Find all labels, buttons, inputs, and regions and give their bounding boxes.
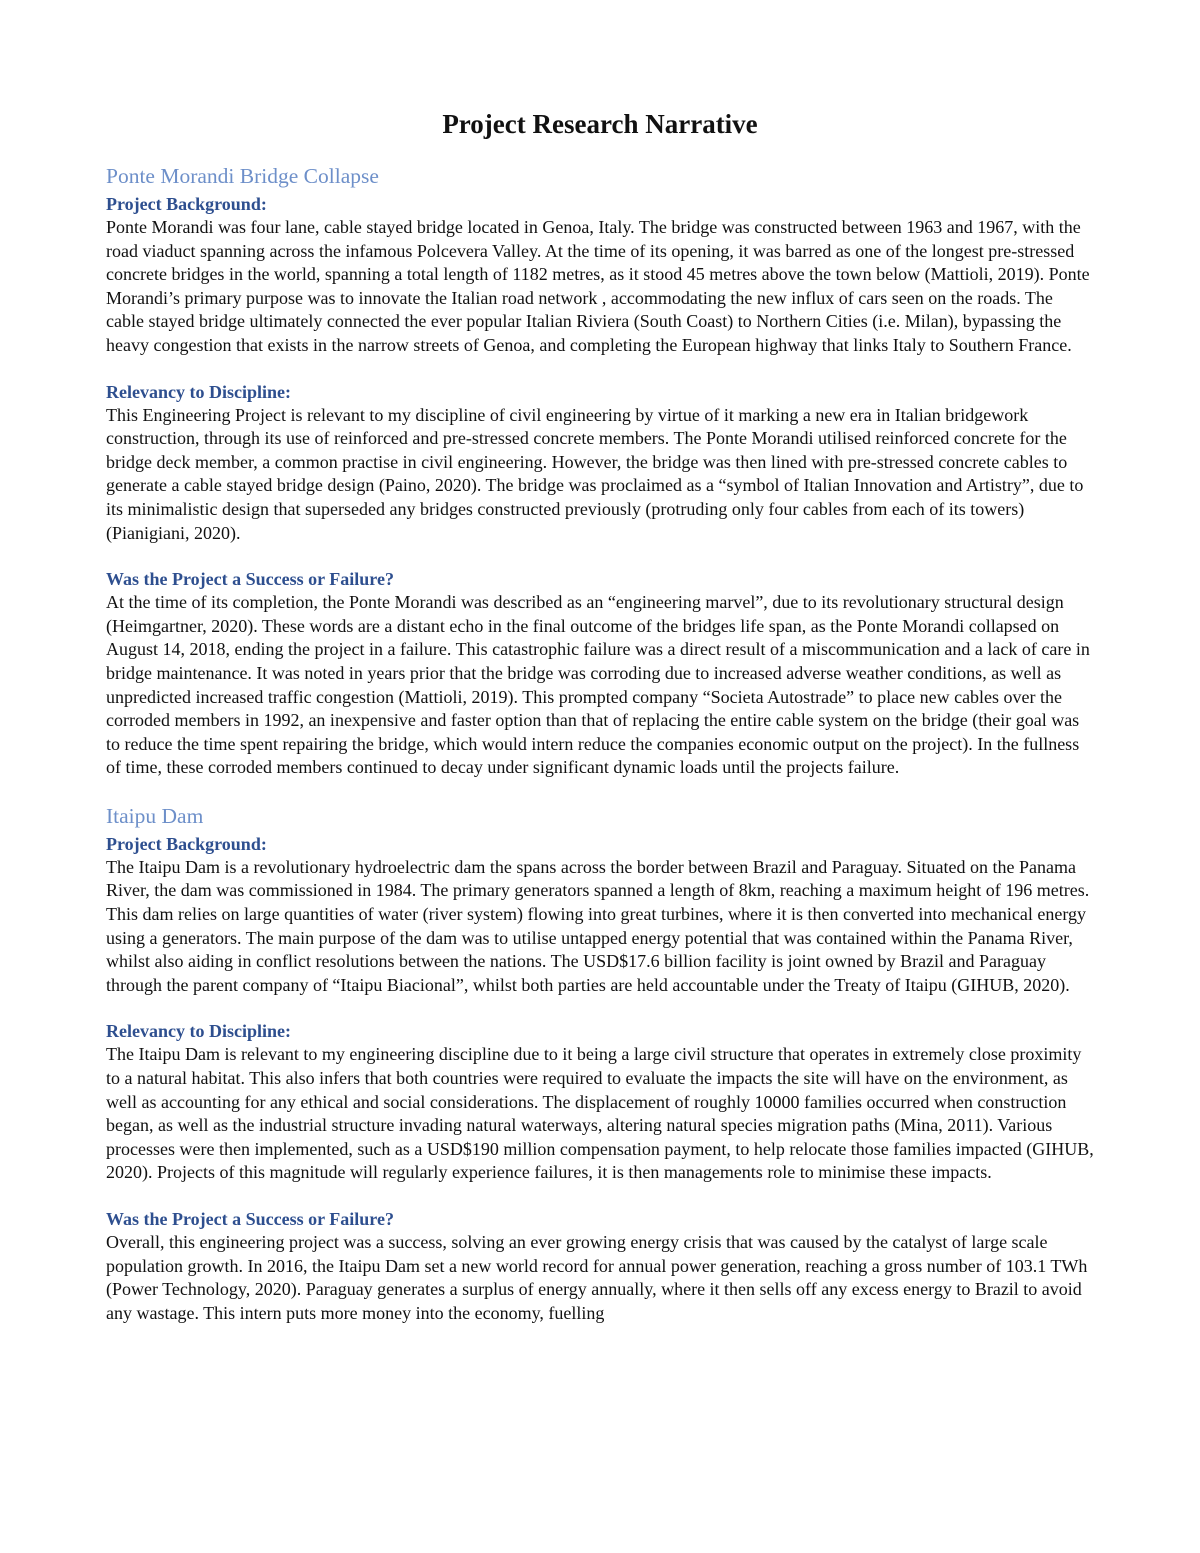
section-heading: Relevancy to Discipline:	[106, 381, 291, 402]
section-paragraph: The Itaipu Dam is relevant to my engineering discipline due to it being a large civil structure that operates in extremely close proximity to a natural habitat. This also infers that both countries were required to evaluate the impacts the site will have on the environment, as well as accounting for any ethical and social considerations. The displacement of roughly 10000 families occurred when construction began, as well as the industrial structure invading natural waterways, altering natural species migration paths (Mina, 2011). Various processes were then implemented, such as a USD$190 million compensation payment, to help relocate those families impacted (GIHUB, 2020). Projects of this magnitude will regularly experience failures, it is then managements role to minimise these impacts.	[106, 1044, 1094, 1183]
project-itaipu-dam	[106, 802, 1094, 1326]
section-paragraph: Overall, this engineering project was a success, solving an ever growing energy crisis that was caused by the catalyst of large scale population growth. In 2016, the Itaipu Dam set a new world record for annual power generation, reaching a gross number of 103.1 TWh (Power Technology, 2020). Paraguay generates a surplus of energy annually, where it then sells off any excess energy to Brazil to avoid any wastage. This intern puts more money into the economy, fuelling	[106, 1232, 1088, 1323]
section-heading: Project Background:	[106, 833, 267, 854]
project-heading: Itaipu Dam	[106, 803, 204, 828]
section-heading: Project Background:	[106, 194, 267, 214]
section-project-background	[106, 192, 1094, 358]
section-paragraph: The Itaipu Dam is a revolutionary hydroelectric dam the spans across the border between Brazil and Paraguay. Situated on the Panama River, the dam was commissioned in 1984. The primary generators spanned a length of 8km, reaching a maximum height of 196 metres. This dam relies on large quantities of water (river system) flowing into great turbines, where it is then converted into mechanical energy using a generators. The main purpose of the dam was to utilise untapped energy potential that was contained within the Panama River, whilst also aiding in conflict resolutions between the nations. The USD$17.6 billion facility is joint owned by Brazil and Paraguay through the parent company of “Itaipu Biacional”, whilst both parties are held accountable under the Treaty of Itaipu (GIHUB, 2020).	[106, 856, 1090, 995]
page-title: Project Research Narrative	[442, 109, 758, 139]
section-paragraph: At the time of its completion, the Ponte Morandi was described as an “engineering marvel”, due to its revolutionary structural design (Heimgartner, 2020). These words are a distant echo in the final outcome of the bridges life span, as the Ponte Morandi collapsed on August 14, 2018, ending the project in a failure. This catastrophic failure was a direct result of a miscommunication and a lack of care in bridge maintenance. It was noted in years prior that the bridge was corroding due to increased adverse weather conditions, as well as unpredicted increased traffic congestion (Mattioli, 2019). This prompted company “Societa Autostrade” to place new cables over the corroded members in 1992, an inexpensive and faster option than that of replacing the entire cable system on the bridge (their goal was to reduce the time spent repairing the bridge, which would intern reduce the companies economic output on the project). In the fullness of time, these corroded members continued to decay under significant dynamic loads until the projects failure.	[106, 592, 1090, 778]
section-relevancy	[106, 1019, 1094, 1185]
section-heading: Was the Project a Success or Failure?	[106, 569, 394, 590]
section-project-background	[106, 832, 1094, 998]
section-relevancy	[106, 380, 1094, 546]
section-heading: Was the Project a Success or Failure?	[106, 1209, 394, 1229]
section-heading: Relevancy to Discipline:	[106, 1021, 291, 1042]
section-success-failure	[106, 567, 1094, 780]
project-heading: Ponte Morandi Bridge Collapse	[106, 164, 379, 188]
section-paragraph: Ponte Morandi was four lane, cable stayed bridge located in Genoa, Italy. The bridge was constructed between 1963 and 1967, with the road viaduct spanning across the infamous Polcevera Valley. At the time of its opening, it was barred as one of the longest pre-stressed concrete bridges in the world, spanning a total length of 1182 metres, as it stood 45 metres above the town below (Mattioli, 2019). Ponte Morandi’s primary purpose was to innovate the Italian road network , accommodating the new influx of cars seen on the roads. The cable stayed bridge ultimately connected the ever popular Italian Riviera (South Coast) to Northern Cities (i.e. Milan), bypassing the heavy congestion that exists in the narrow streets of Genoa, and completing the European highway that links Italy to Southern France.	[106, 217, 1090, 355]
project-ponte-morandi	[106, 162, 1094, 780]
section-paragraph: This Engineering Project is relevant to my discipline of civil engineering by virtue of it marking a new era in Italian bridgework construction, through its use of reinforced and pre-stressed concrete members. The Ponte Morandi utilised reinforced concrete for the bridge deck member, a common practise in civil engineering. However, the bridge was then lined with pre-stressed concrete cables to generate a cable stayed bridge design (Paino, 2020). The bridge was proclaimed as a “symbol of Italian Innovation and Artistry”, due to its minimalistic design that superseded any bridges constructed previously (protruding only four cables from each of its towers) (Pianigiani, 2020).	[106, 404, 1084, 543]
section-success-failure	[106, 1207, 1094, 1325]
